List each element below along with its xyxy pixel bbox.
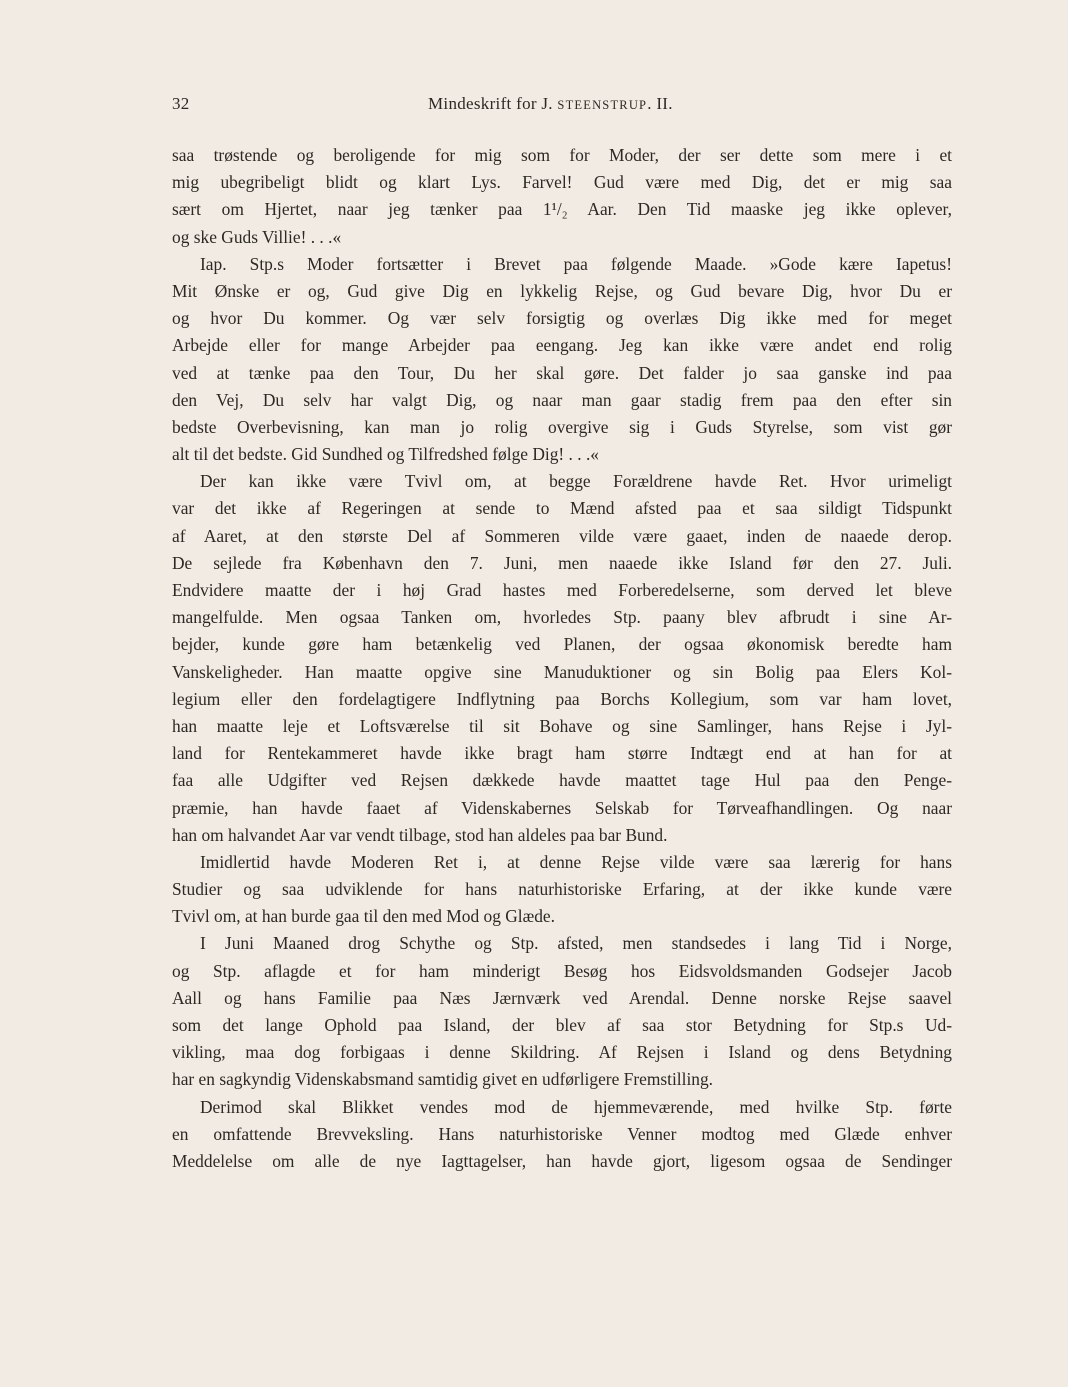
text-line: mangelfulde. Men ogsaa Tanken om, hvorledes Stp. paany blev afbrudt i sine Ar- (172, 607, 952, 628)
running-title-start: Mindeskrift for J. (428, 94, 558, 113)
running-title (428, 94, 673, 114)
text-line: en omfattende Brevveksling. Hans naturhistoriske Venner modtog med Glæde enhver (172, 1123, 952, 1144)
text-line: Endvidere maatte der i høj Grad hastes med Forberedelserne, som derved let bleve (172, 580, 952, 600)
text-line: bejder, kunde gøre ham betænkelig ved Planen, der ogsaa økonomisk beredte ham (172, 634, 952, 655)
text-line: og ske Guds Villie! . . .« (172, 226, 342, 247)
text-line: Meddelelse om alle de nye Iagttagelser, han havde gjort, ligesom ogsaa de Sendinger (172, 1150, 952, 1171)
text-line: Mit Ønske er og, Gud give Dig en lykkelig Rejse, og Gud bevare Dig, hvor Du er (172, 280, 952, 301)
body-text (172, 142, 952, 1175)
text-line: legium eller den fordelagtigere Indflytning paa Borchs Kollegium, som var ham lovet, (172, 688, 952, 709)
text-line: saa trøstende og beroligende for mig som for Moder, der ser dette som mere i et (172, 145, 952, 165)
text-line: han maatte leje et Loftsværelse til sit Bohave og sine Samlinger, hans Rejse i Jyl- (172, 715, 952, 736)
text-line: alt til det bedste. Gid Sundhed og Tilfredshed følge Dig! . . .« (172, 444, 599, 465)
text-line: har en sagkyndig Videnskabsmand samtidig givet en udførligere Fremstilling. (172, 1069, 714, 1090)
text-line: faa alle Udgifter ved Rejsen dækkede havde maattet tage Hul paa den Penge- (172, 770, 952, 791)
text-line: den Vej, Du selv har valgt Dig, og naar man gaar stadig frem paa den efter sin (172, 389, 952, 410)
text-line: land for Rentekammeret havde ikke bragt ham større Indtægt end at han for at (172, 743, 952, 764)
text-line: Aall og hans Familie paa Næs Jærnværk ved Arendal. Denne norske Rejse saavel (172, 987, 952, 1008)
text-line: sært om Hjertet, naar jeg tænker paa 1¹/₂ Aar. Den Tid maaske jeg ikke oplever, (172, 199, 952, 220)
text-line: han om halvandet Aar var vendt tilbage, stod han aldeles paa bar Bund. (172, 824, 668, 845)
text-line: Vanskeligheder. Han maatte opgive sine Manuduktioner og sin Bolig paa Elers Kol- (172, 661, 952, 682)
text-line: Arbejde eller for mange Arbejder paa eengang. Jeg kan ikke være andet end rolig (172, 335, 952, 356)
text-line: som det lange Ophold paa Island, der blev af saa stor Betydning for Stp.s Ud- (172, 1015, 952, 1035)
text-line: bedste Overbevisning, kan man jo rolig overgive sig i Guds Styrelse, som vist gør (172, 416, 952, 437)
text-line: Tvivl om, at han burde gaa til den med Mod og Glæde. (172, 906, 556, 927)
text-line: Studier og saa udviklende for hans naturhistoriske Erfaring, at der ikke kunde være (172, 879, 952, 900)
text-line: og hvor Du kommer. Og vær selv forsigtig og overlæs Dig ikke med for meget (172, 308, 952, 329)
text-line: ved at tænke paa den Tour, Du her skal gøre. Det falder jo saa ganske ind paa (172, 362, 952, 383)
text-line: præmie, han havde faaet af Videnskabernes Selskab for Tørveafhandlingen. Og naar (172, 797, 952, 818)
text-line: Imidlertid havde Moderen Ret i, at denne Rejse vilde være saa lærerig for hans (200, 851, 952, 872)
text-line: De sejlede fra København den 7. Juni, men naaede ikke Island før den 27. Juli. (172, 552, 952, 573)
running-header (172, 94, 952, 120)
text-line: vikling, maa dog forbigaas i denne Skildring. Af Rejsen i Island og dens Betydning (172, 1042, 952, 1063)
page-number: 32 (172, 94, 190, 113)
text-line: og Stp. aflagde et for ham minderigt Besøg hos Eidsvoldsmanden Godsejer Jacob (172, 960, 952, 981)
text-line: af Aaret, at den største Del af Sommeren vilde være gaaet, inden de naaede derop. (172, 525, 952, 546)
text-line: mig ubegribeligt blidt og klart Lys. Farvel! Gud være med Dig, det er mig saa (172, 172, 952, 193)
text-line: I Juni Maaned drog Schythe og Stp. afsted, men standsedes i lang Tid i Norge, (200, 933, 952, 954)
text-line: Der kan ikke være Tvivl om, at begge Forældrene havde Ret. Hvor urimeligt (200, 471, 952, 492)
running-title-name: STEENSTRUP (557, 98, 648, 112)
running-title-end: . II. (647, 94, 673, 113)
text-line: var det ikke af Regeringen at sende to Mænd afsted paa et saa sildigt Tidspunkt (172, 498, 952, 519)
text-line: Iap. Stp.s Moder fortsætter i Brevet paa følgende Maade. »Gode kære Iapetus! (200, 253, 952, 274)
text-line: Derimod skal Blikket vendes mod de hjemmeværende, med hvilke Stp. førte (200, 1096, 952, 1117)
